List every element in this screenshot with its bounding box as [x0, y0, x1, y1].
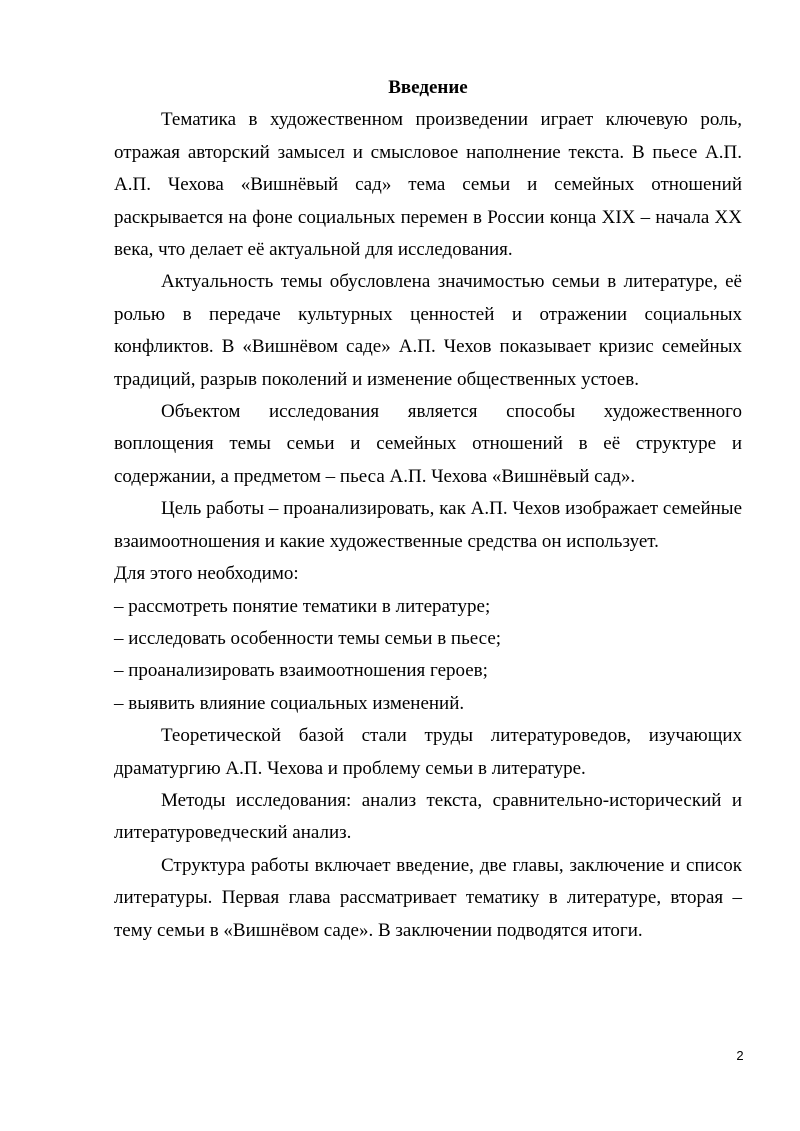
page-content: [114, 72, 742, 947]
task-item: – проанализировать взаимоотношения героев;: [114, 660, 488, 682]
paragraph-theory: Теоретической базой стали труды литературоведов, изучающих драматургию А.П. Чехова и проблему семьи в литературе.: [114, 725, 742, 779]
tasks-intro: Для этого необходимо:: [114, 563, 299, 585]
task-item: – исследовать особенности темы семьи в пьесе;: [114, 627, 502, 649]
task-item: – выявить влияние социальных изменений.: [114, 692, 465, 714]
paragraph-goal: Цель работы – проанализировать, как А.П. Чехов изображает семейные взаимоотношения и какие художественные средства он использует.: [114, 498, 742, 552]
section-title: Введение: [388, 77, 468, 98]
paragraph-topic: Тематика в художественном произведении играет ключевую роль, отражая авторский замысел и смысловое наполнение текста. В пьесе А.П. А.П. Чехова «Вишнёвый сад» тема семьи и семейных отношений раскрывается на фоне социальных перемен в России конца XIX – начала XX века, что делает её актуальной для исследования.: [114, 109, 742, 261]
paragraph-object: Объектом исследования является способы художественного воплощения темы семьи и семейных отношений в её структуре и содержании, а предметом – пьеса А.П. Чехова «Вишнёвый сад».: [114, 401, 742, 487]
paragraph-relevance: Актуальность темы обусловлена значимостью семьи в литературе, её ролью в передаче культурных ценностей и отражении социальных конфликтов. В «Вишнёвом саде» А.П. Чехов показывает кризис семейных традиций, разрыв поколений и изменение общественных устоев.: [114, 271, 742, 390]
task-item: – рассмотреть понятие тематики в литературе;: [114, 595, 491, 617]
paragraph-structure: Структура работы включает введение, две главы, заключение и список литературы. Первая глава рассматривает тематику в литературе, вторая – тему семьи в «Вишнёвом саде». В заключении подводятся итоги.: [114, 854, 742, 941]
page-number: 2: [736, 1048, 744, 1063]
paragraph-methods: Методы исследования: анализ текста, сравнительно-исторический и литературоведческий анализ.: [114, 789, 742, 844]
